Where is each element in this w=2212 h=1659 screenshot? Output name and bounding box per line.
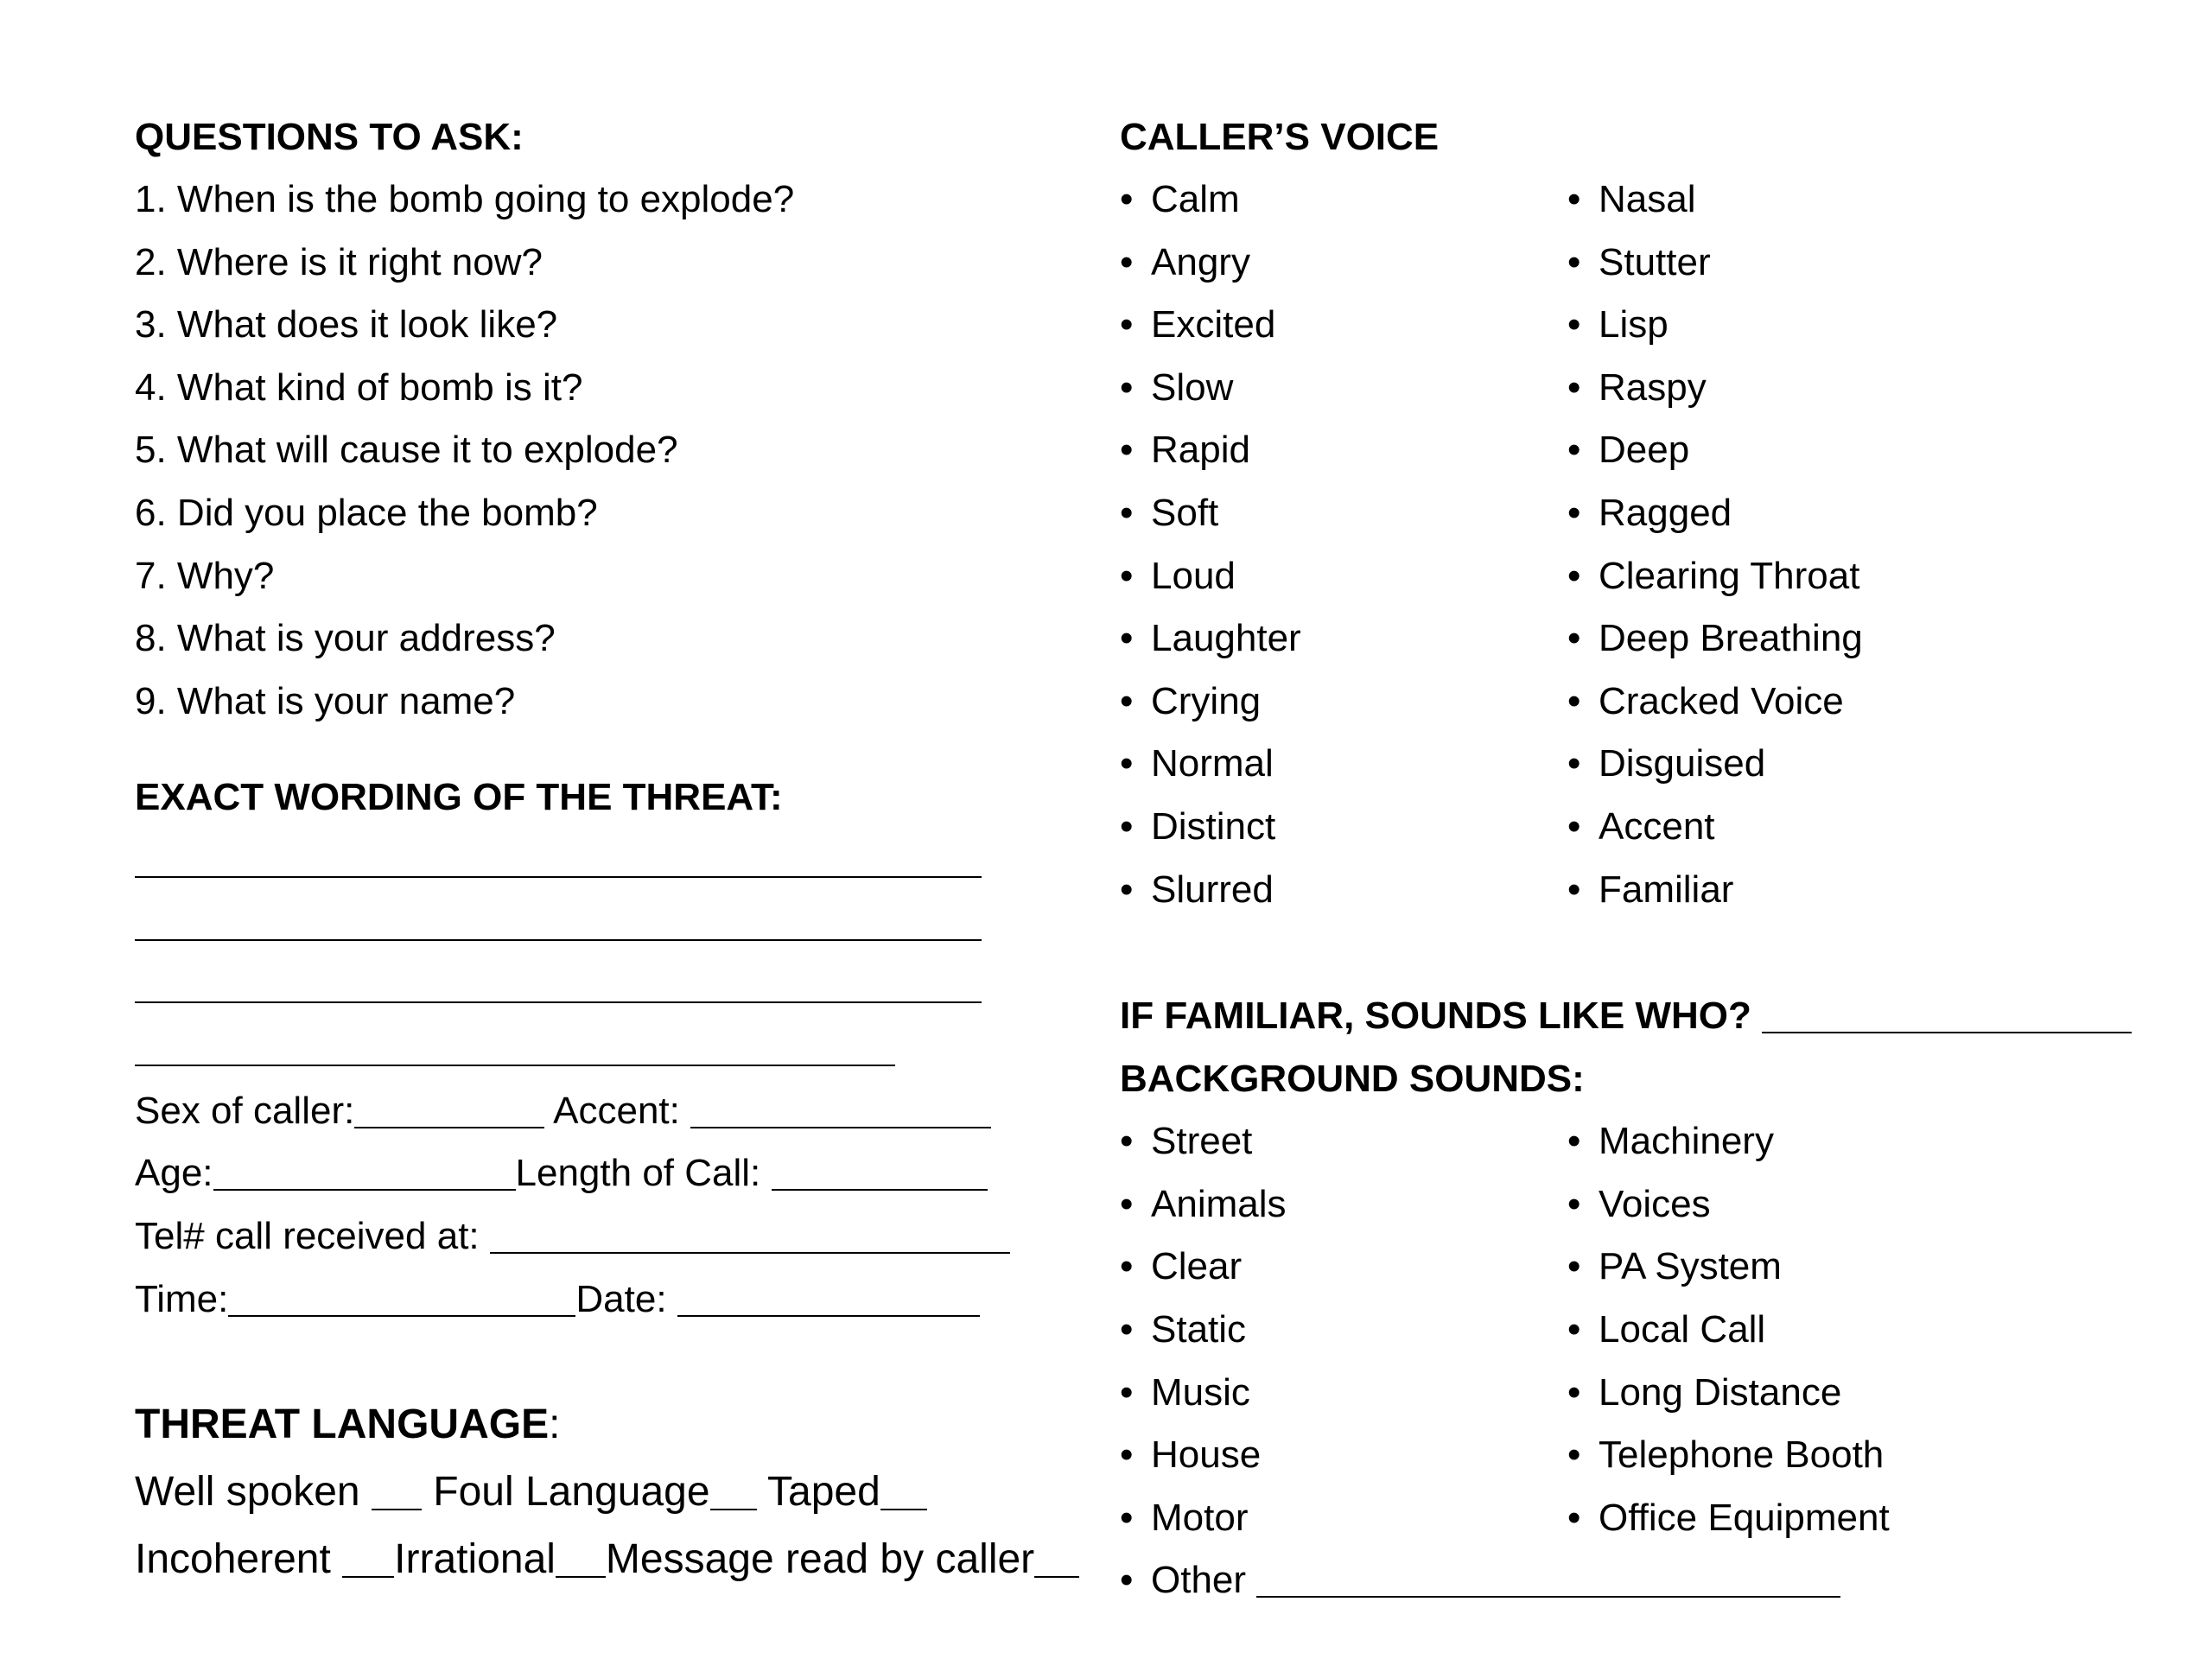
sound-option[interactable]: • PA System	[1567, 1245, 1782, 1288]
threat-language-heading: THREAT LANGUAGE:	[135, 1402, 561, 1448]
voice-option[interactable]: • Slow	[1120, 365, 1234, 409]
sex-accent-row	[135, 1080, 1103, 1143]
threat-wording-line-2[interactable]	[135, 892, 1103, 955]
question-item: 7. Why?	[135, 554, 275, 597]
voice-option[interactable]: • Normal	[1120, 742, 1274, 785]
threat-wording-line-4[interactable]	[135, 1017, 1103, 1080]
sound-option[interactable]: • Static	[1120, 1307, 1247, 1351]
irrational-label: Irrational	[394, 1536, 556, 1583]
questions-list	[135, 168, 1103, 733]
voice-option[interactable]: • Rapid	[1120, 429, 1250, 472]
voice-option[interactable]: • Familiar	[1567, 868, 1734, 911]
message-read-field[interactable]	[1034, 1537, 1079, 1579]
callers-voice-heading: CALLER’S VOICE	[1120, 116, 1440, 158]
questions-heading: QUESTIONS TO ASK:	[135, 116, 524, 158]
question-item: 3. What does it look like?	[135, 303, 558, 346]
sound-option[interactable]: • Voices	[1567, 1182, 1711, 1225]
question-item: 1. When is the bomb going to explode?	[135, 178, 795, 220]
sound-option[interactable]: • Machinery	[1567, 1120, 1774, 1163]
sound-option[interactable]: • House	[1120, 1433, 1262, 1477]
voice-option[interactable]: • Deep Breathing	[1567, 617, 1863, 660]
background-sounds-list	[1120, 1110, 2139, 1549]
sound-option[interactable]: • Animals	[1120, 1182, 1287, 1225]
left-column	[135, 105, 1103, 1593]
time-label: Time:	[135, 1277, 229, 1320]
other-sound-row[interactable]: • Other	[1120, 1549, 2139, 1612]
threat-language-row-1	[135, 1459, 1103, 1526]
age-label: Age:	[135, 1152, 213, 1195]
voice-option[interactable]: • Lisp	[1567, 303, 1669, 346]
age-field[interactable]	[213, 1154, 516, 1192]
voice-option[interactable]: • Cracked Voice	[1567, 679, 1844, 722]
question-item: 8. What is your address?	[135, 617, 556, 660]
background-sounds-col-2	[1567, 1110, 2120, 1549]
date-label: Date:	[575, 1277, 667, 1320]
sound-option[interactable]: • Telephone Booth	[1567, 1433, 1885, 1477]
foul-language-label: Foul Language	[433, 1469, 710, 1516]
length-of-call-field[interactable]	[772, 1154, 988, 1192]
voice-option[interactable]: • Excited	[1120, 303, 1276, 346]
familiar-row	[1120, 984, 2139, 1047]
sound-option[interactable]: • Clear	[1120, 1245, 1243, 1288]
voice-option[interactable]: • Distinct	[1120, 804, 1276, 848]
familiar-label: IF FAMILIAR, SOUNDS LIKE WHO?	[1120, 995, 1751, 1038]
tel-row	[135, 1205, 1103, 1268]
voice-option[interactable]: • Nasal	[1567, 178, 1696, 220]
threat-language-row-2	[135, 1526, 1103, 1593]
exact-wording-heading: EXACT WORDING OF THE THREAT:	[135, 776, 783, 819]
message-read-label: Message read by caller	[605, 1536, 1035, 1583]
voice-option[interactable]: • Disguised	[1567, 742, 1766, 785]
voice-option[interactable]: • Angry	[1120, 240, 1250, 283]
callers-voice-col-1	[1120, 168, 1567, 921]
other-label: Other	[1151, 1559, 1247, 1602]
sound-option[interactable]: • Music	[1120, 1370, 1250, 1414]
well-spoken-field[interactable]	[372, 1470, 422, 1511]
sex-of-caller-label: Sex of caller:	[135, 1089, 355, 1132]
sound-option[interactable]: • Street	[1120, 1120, 1253, 1163]
voice-option[interactable]: • Clearing Throat	[1567, 554, 1860, 597]
voice-option[interactable]: • Ragged	[1567, 491, 1732, 534]
callers-voice-list	[1120, 168, 2139, 921]
voice-option[interactable]: • Laughter	[1120, 617, 1301, 660]
voice-option[interactable]: • Soft	[1120, 491, 1219, 534]
right-column	[1120, 105, 2139, 1612]
sound-option[interactable]: • Motor	[1120, 1496, 1249, 1539]
sound-option[interactable]: • Local Call	[1567, 1307, 1766, 1351]
other-field[interactable]	[1256, 1560, 1840, 1598]
threat-wording-line-1[interactable]	[135, 829, 1103, 892]
length-of-call-label: Length of Call:	[515, 1152, 761, 1195]
voice-option[interactable]: • Crying	[1120, 679, 1262, 722]
voice-option[interactable]: • Stutter	[1567, 240, 1711, 283]
question-item: 5. What will cause it to explode?	[135, 429, 678, 472]
tel-label: Tel# call received at:	[135, 1214, 480, 1257]
sound-option[interactable]: • Long Distance	[1567, 1370, 1842, 1414]
voice-option[interactable]: • Loud	[1120, 554, 1236, 597]
incoherent-label: Incoherent	[135, 1536, 331, 1583]
time-date-row	[135, 1268, 1103, 1332]
voice-option[interactable]: • Deep	[1567, 429, 1690, 472]
well-spoken-label: Well spoken	[135, 1469, 360, 1516]
incoherent-field[interactable]	[342, 1537, 394, 1579]
tel-field[interactable]	[490, 1216, 1010, 1254]
sound-option[interactable]: • Office Equipment	[1567, 1496, 1890, 1539]
accent-field[interactable]	[690, 1090, 991, 1128]
sex-of-caller-field[interactable]	[354, 1090, 544, 1128]
accent-label: Accent:	[553, 1089, 680, 1132]
question-item: 2. Where is it right now?	[135, 240, 543, 283]
question-item: 9. What is your name?	[135, 679, 516, 722]
taped-label: Taped	[767, 1469, 880, 1516]
background-sounds-col-1	[1120, 1110, 1567, 1549]
voice-option[interactable]: • Calm	[1120, 178, 1240, 220]
voice-option[interactable]: • Raspy	[1567, 365, 1707, 409]
background-sounds-heading: BACKGROUND SOUNDS:	[1120, 1058, 1585, 1101]
time-field[interactable]	[228, 1279, 575, 1317]
callers-voice-col-2	[1567, 168, 2120, 921]
foul-language-field[interactable]	[710, 1470, 757, 1511]
question-item: 4. What kind of bomb is it?	[135, 365, 583, 409]
familiar-field[interactable]	[1762, 995, 2132, 1033]
date-field[interactable]	[677, 1279, 980, 1317]
irrational-field[interactable]	[556, 1537, 606, 1579]
question-item: 6. Did you place the bomb?	[135, 491, 598, 534]
threat-wording-line-3[interactable]	[135, 955, 1103, 1018]
voice-option[interactable]: • Slurred	[1120, 868, 1274, 911]
taped-field[interactable]	[880, 1470, 927, 1511]
age-length-row	[135, 1142, 1103, 1205]
voice-option[interactable]: • Accent	[1567, 804, 1715, 848]
